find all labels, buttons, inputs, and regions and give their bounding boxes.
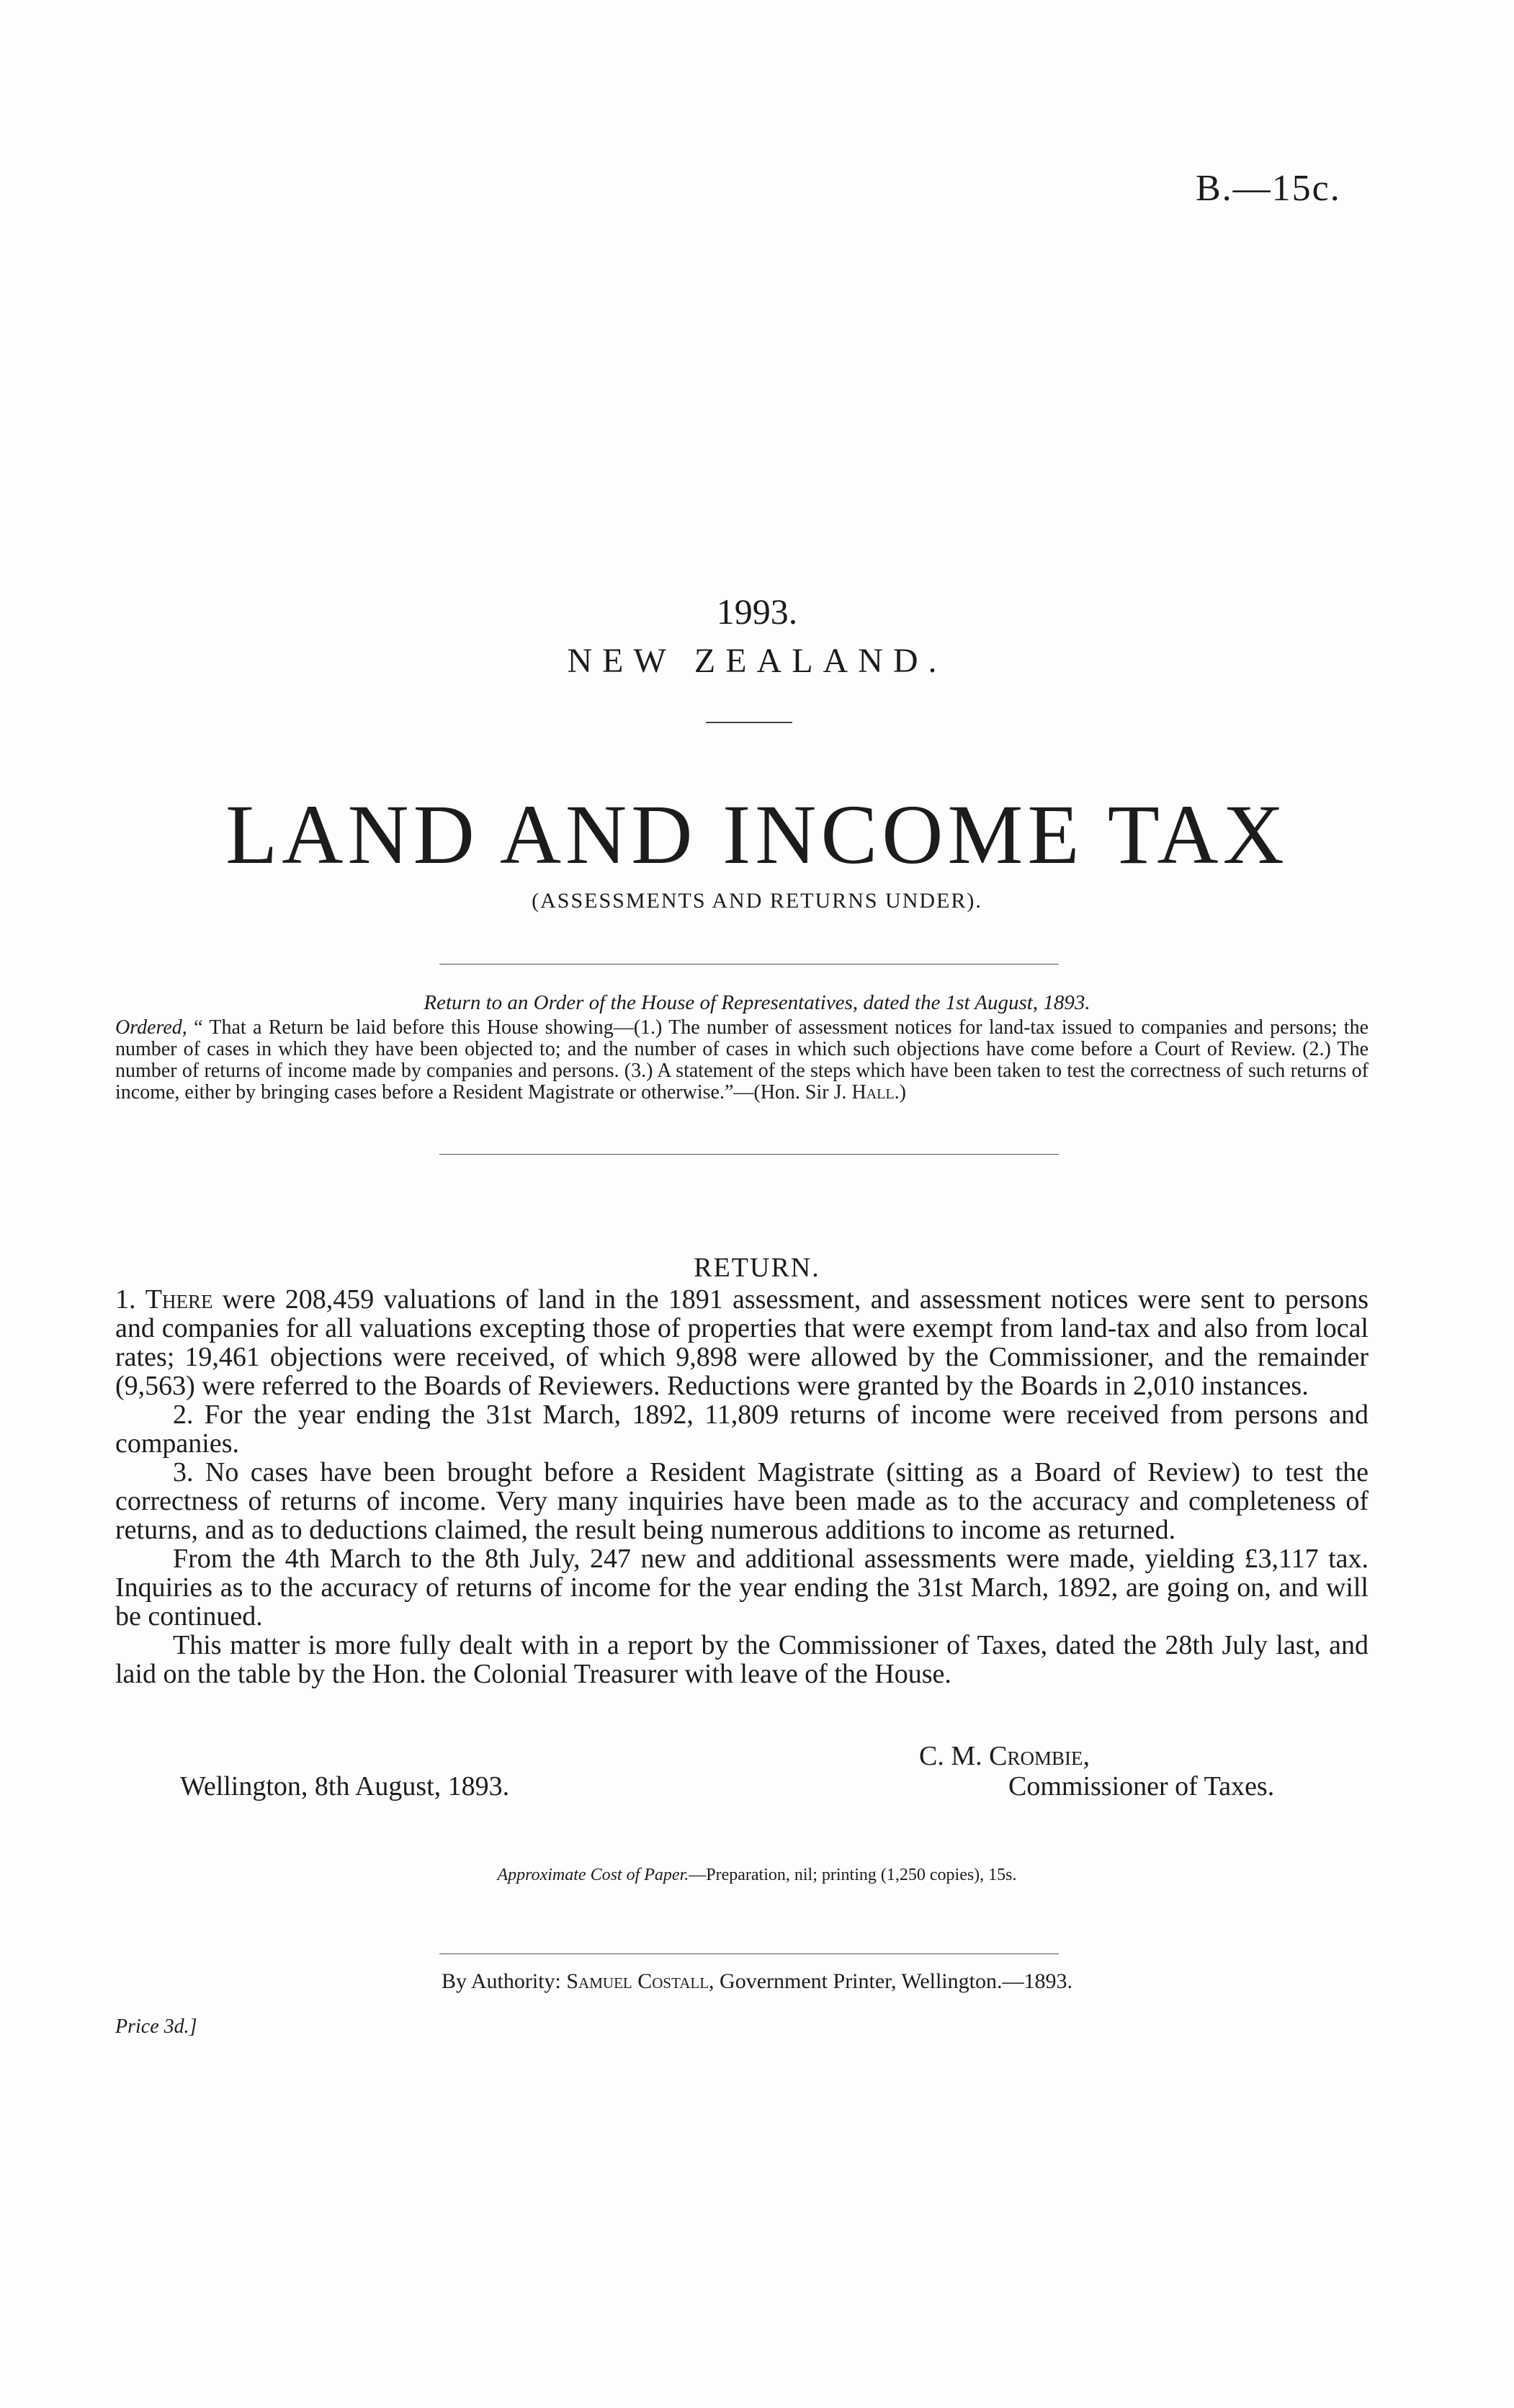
paragraph-1	[115, 1285, 1369, 1400]
paragraph-3: 3. No cases have been brought before a Resident Magistrate (sitting as a Board of Review) to test the correctness of returns of income. Very many inquiries have been made as to the accuracy and completeness of returns, and as to deductions claimed, the result being numerous additions to income as returned.	[115, 1457, 1369, 1545]
short-divider	[706, 722, 792, 723]
signatory-title: Commissioner of Taxes.	[1008, 1771, 1275, 1801]
authority-rest: , Government Printer, Wellington.—1893.	[709, 1969, 1072, 1993]
place-date: Wellington, 8th August, 1893.	[180, 1771, 510, 1801]
document-reference: B.—15c.	[1196, 168, 1341, 209]
document-title: LAND AND INCOME TAX	[225, 787, 1289, 882]
divider-bottom	[439, 1154, 1059, 1155]
cost-text: —Preparation, nil; printing (1,250 copies), 15s.	[689, 1866, 1017, 1884]
year-heading: 1993.	[716, 591, 798, 632]
paragraph-2: 2. For the year ending the 31st March, 1892, 11,809 returns of income were received from persons and companies.	[115, 1400, 1369, 1459]
document-subtitle: (ASSESSMENTS AND RETURNS UNDER).	[532, 889, 982, 913]
paragraph-4: From the 4th March to the 8th July, 247 new and additional assessments were made, yielding £3,117 tax. Inquiries as to the accuracy of returns of income for the year ending the 31st March, 1892, are going on, and will be continued.	[115, 1544, 1369, 1632]
footer-divider	[439, 1953, 1059, 1954]
price-line: Price 3d.]	[115, 2015, 197, 2038]
ordered-label: Ordered,	[115, 1016, 187, 1039]
return-heading: RETURN.	[694, 1253, 820, 1283]
ordered-text: “ That a Return be laid before this House showing—(1.) The number of assessment notices for land-tax issued to companies and persons; the number of cases in which they have been objected to; and the number of cases in which such objections have come before a Court of Review. (2.) The number of returns of income made by companies and persons. (3.) A statement of the steps which have been taken to test the correctness of such returns of income, either by bringing cases before a Resident Magistrate or otherwise.”—(Hon. Sir J.	[115, 1016, 1369, 1104]
signatory-comma: ,	[1083, 1741, 1090, 1771]
paragraph-1-number: 1.	[115, 1284, 145, 1315]
paragraph-1-first-word: There	[145, 1284, 213, 1315]
cost-line	[0, 1866, 1514, 1885]
signatory-name	[919, 1740, 1090, 1772]
return-order-line: Return to an Order of the House of Representatives, dated the 1st August, 1893.	[424, 991, 1090, 1014]
signatory-initials: C. M.	[919, 1741, 990, 1771]
printer-name: Samuel Costall	[566, 1969, 709, 1993]
authority-line	[0, 1969, 1514, 1994]
paragraph-1-text: were 208,459 valuations of land in the 1891 assessment, and assessment notices were sent to persons and companies for all valuations excepting those of properties that were exempt from land-tax and also from local rates; 19,461 objections were received, of which 9,898 were allowed by the Commissioner, and the remainder (9,563) were referred to the Boards of Reviewers. Reductions were granted by the Boards in 2,010 instances.	[115, 1284, 1369, 1401]
authority-lead: By Authority:	[442, 1969, 567, 1993]
cost-label: Approximate Cost of Paper.	[497, 1866, 689, 1884]
ordered-paragraph	[115, 1017, 1369, 1104]
return-body	[115, 1285, 1369, 1688]
ordered-name: Hall	[851, 1081, 895, 1104]
signatory-surname: Crombie	[989, 1741, 1083, 1771]
country-heading: NEW ZEALAND.	[567, 642, 947, 680]
paragraph-5: This matter is more fully dealt with in a report by the Commissioner of Taxes, dated the 28th July last, and laid on the table by the Hon. the Colonial Treasurer with leave of the House.	[115, 1630, 1369, 1689]
ordered-end: .)	[894, 1081, 906, 1104]
